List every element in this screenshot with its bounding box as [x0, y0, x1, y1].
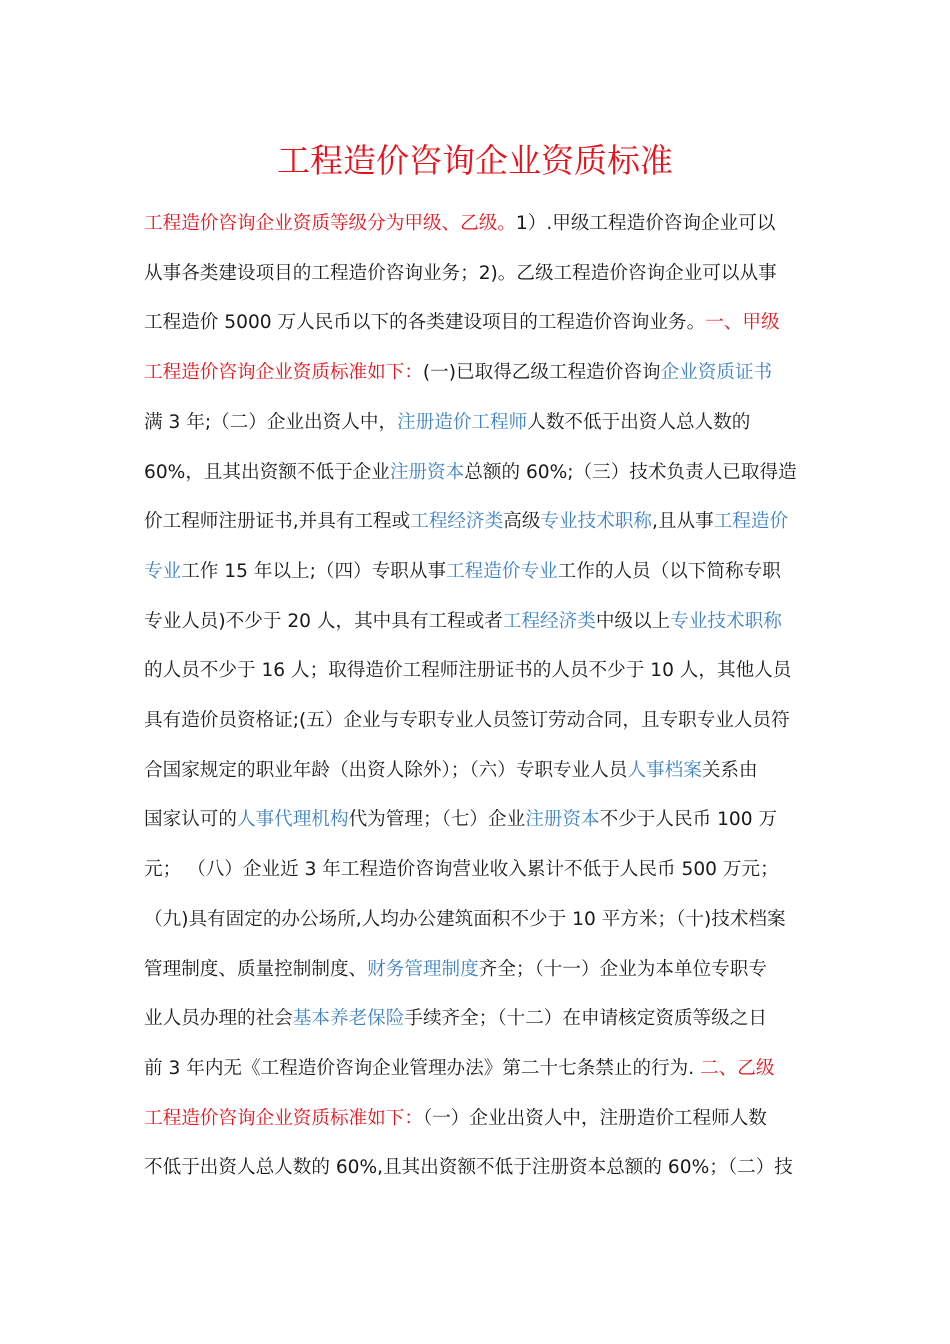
term-link[interactable]: 人事代理机构 — [236, 809, 349, 831]
body-text: 管理制度、质量控制制度、 — [144, 958, 368, 980]
section-heading-text: 工程造价咨询企业资质标准如下： — [144, 1107, 423, 1129]
body-line — [144, 805, 814, 835]
body-text: （九)具有固定的办公场所,人均办公建筑面积不少于 10 平方米；（十)技术档案 — [144, 908, 786, 930]
body-text: 从事各类建设项目的工程造价咨询业务；2)。乙级工程造价咨询企业可以从事 — [144, 262, 777, 284]
term-link[interactable]: 人事档案 — [627, 759, 702, 781]
body-text: ,且从事 — [652, 511, 714, 533]
term-link[interactable]: 专业技术职称 — [670, 610, 782, 632]
section-heading-text: 一、甲级 — [705, 312, 780, 334]
body-text: 业人员办理的社会 — [144, 1008, 293, 1030]
section-heading-text: 工程造价咨询企业资质标准如下： — [144, 362, 423, 384]
body-line — [144, 1104, 814, 1134]
term-link[interactable]: 基本养老保险 — [292, 1008, 405, 1030]
body-text: 不低于出资人总人数的 60%,且其出资额不低于注册资本总额的 60%；（二）技 — [144, 1157, 793, 1179]
body-text: 手续齐全；（十二）在申请核定资质等级之日 — [404, 1008, 767, 1030]
body-line — [144, 507, 814, 537]
body-line — [144, 706, 814, 736]
body-line — [144, 259, 814, 289]
body-text: 的人员不少于 16 人；取得造价工程师注册证书的人员不少于 10 人，其他人员 — [144, 660, 792, 682]
body-text: 1）.甲级工程造价咨询企业可以 — [515, 213, 776, 234]
body-text: 元； （八）企业近 3 年工程造价咨询营业收入累计不低于人民币 500 万元； — [144, 859, 779, 881]
body-text: 合国家规定的职业年龄（出资人除外）；（六）专职专业人员 — [144, 759, 628, 781]
body-line — [144, 458, 814, 488]
body-text: 高级 — [503, 511, 541, 533]
section-heading-text: 工程造价咨询企业资质等级分为甲级、乙级。 — [144, 213, 516, 234]
term-link[interactable]: 工程造价专业 — [446, 560, 558, 582]
body-line — [144, 308, 814, 338]
body-text: (一)已取得乙级工程造价咨询 — [422, 362, 661, 384]
body-text: 专业人员)不少于 20 人，其中具有工程或者 — [144, 610, 503, 632]
term-link[interactable]: 注册资本 — [389, 461, 465, 483]
body-line — [144, 358, 814, 388]
body-line — [144, 209, 814, 239]
body-text: 代为管理；（七）企业 — [348, 809, 526, 831]
body-text: 国家认可的 — [144, 809, 237, 831]
term-link[interactable]: 注册造价工程师 — [397, 411, 528, 433]
body-text: 前 3 年内无《工程造价咨询企业管理办法》第二十七条禁止的行为. — [144, 1057, 701, 1079]
term-link[interactable]: 注册资本 — [525, 809, 600, 831]
body-text: 工作 15 年以上;（四）专职从事 — [181, 560, 447, 582]
term-link[interactable]: 工程经济类 — [410, 511, 504, 533]
body-text: 工作的人员（以下简称专职 — [557, 560, 781, 582]
body-line — [144, 607, 814, 637]
body-line — [144, 1054, 814, 1084]
term-link[interactable]: 专业技术职称 — [540, 511, 652, 533]
term-link[interactable]: 工程造价 — [713, 511, 789, 533]
term-link[interactable]: 企业资质证书 — [660, 362, 773, 384]
body-text: 价工程师注册证书,并具有工程或 — [144, 511, 411, 533]
body-line — [144, 955, 814, 985]
body-line — [144, 855, 814, 885]
body-line — [144, 905, 814, 935]
section-heading-text: 二、乙级 — [700, 1057, 775, 1079]
body-line — [144, 408, 814, 438]
document-title: 工程造价咨询企业资质标准 — [277, 141, 673, 180]
body-text: 人数不低于出资人总人数的 — [527, 411, 751, 433]
body-text: 中级以上 — [595, 610, 671, 632]
term-link[interactable]: 工程经济类 — [502, 610, 596, 632]
body-text: 关系由 — [701, 759, 758, 781]
body-line — [144, 557, 814, 587]
body-text: （一）企业出资人中，注册造价工程师人数 — [422, 1107, 767, 1129]
body-text: 不少于人民币 100 万 — [599, 809, 778, 831]
body-text: 60%，且其出资额不低于企业 — [144, 461, 390, 483]
body-line — [144, 756, 814, 786]
term-link[interactable]: 财务管理制度 — [367, 958, 479, 980]
body-line — [144, 1153, 814, 1183]
body-text: 满 3 年;（二）企业出资人中， — [144, 411, 398, 433]
body-text: 齐全；（十一）企业为本单位专职专 — [478, 958, 767, 980]
body-text: 具有造价员资格证;(五）企业与专职专业人员签订劳动合同，且专职专业人员符 — [144, 710, 790, 731]
body-text: 工程造价 5000 万人民币以下的各类建设项目的工程造价咨询业务。 — [144, 312, 706, 334]
body-line — [144, 656, 814, 686]
body-text: 总额的 60%;（三）技术负责人已取得造 — [464, 461, 797, 483]
term-link[interactable]: 专业 — [144, 560, 182, 582]
body-line — [144, 1004, 814, 1034]
